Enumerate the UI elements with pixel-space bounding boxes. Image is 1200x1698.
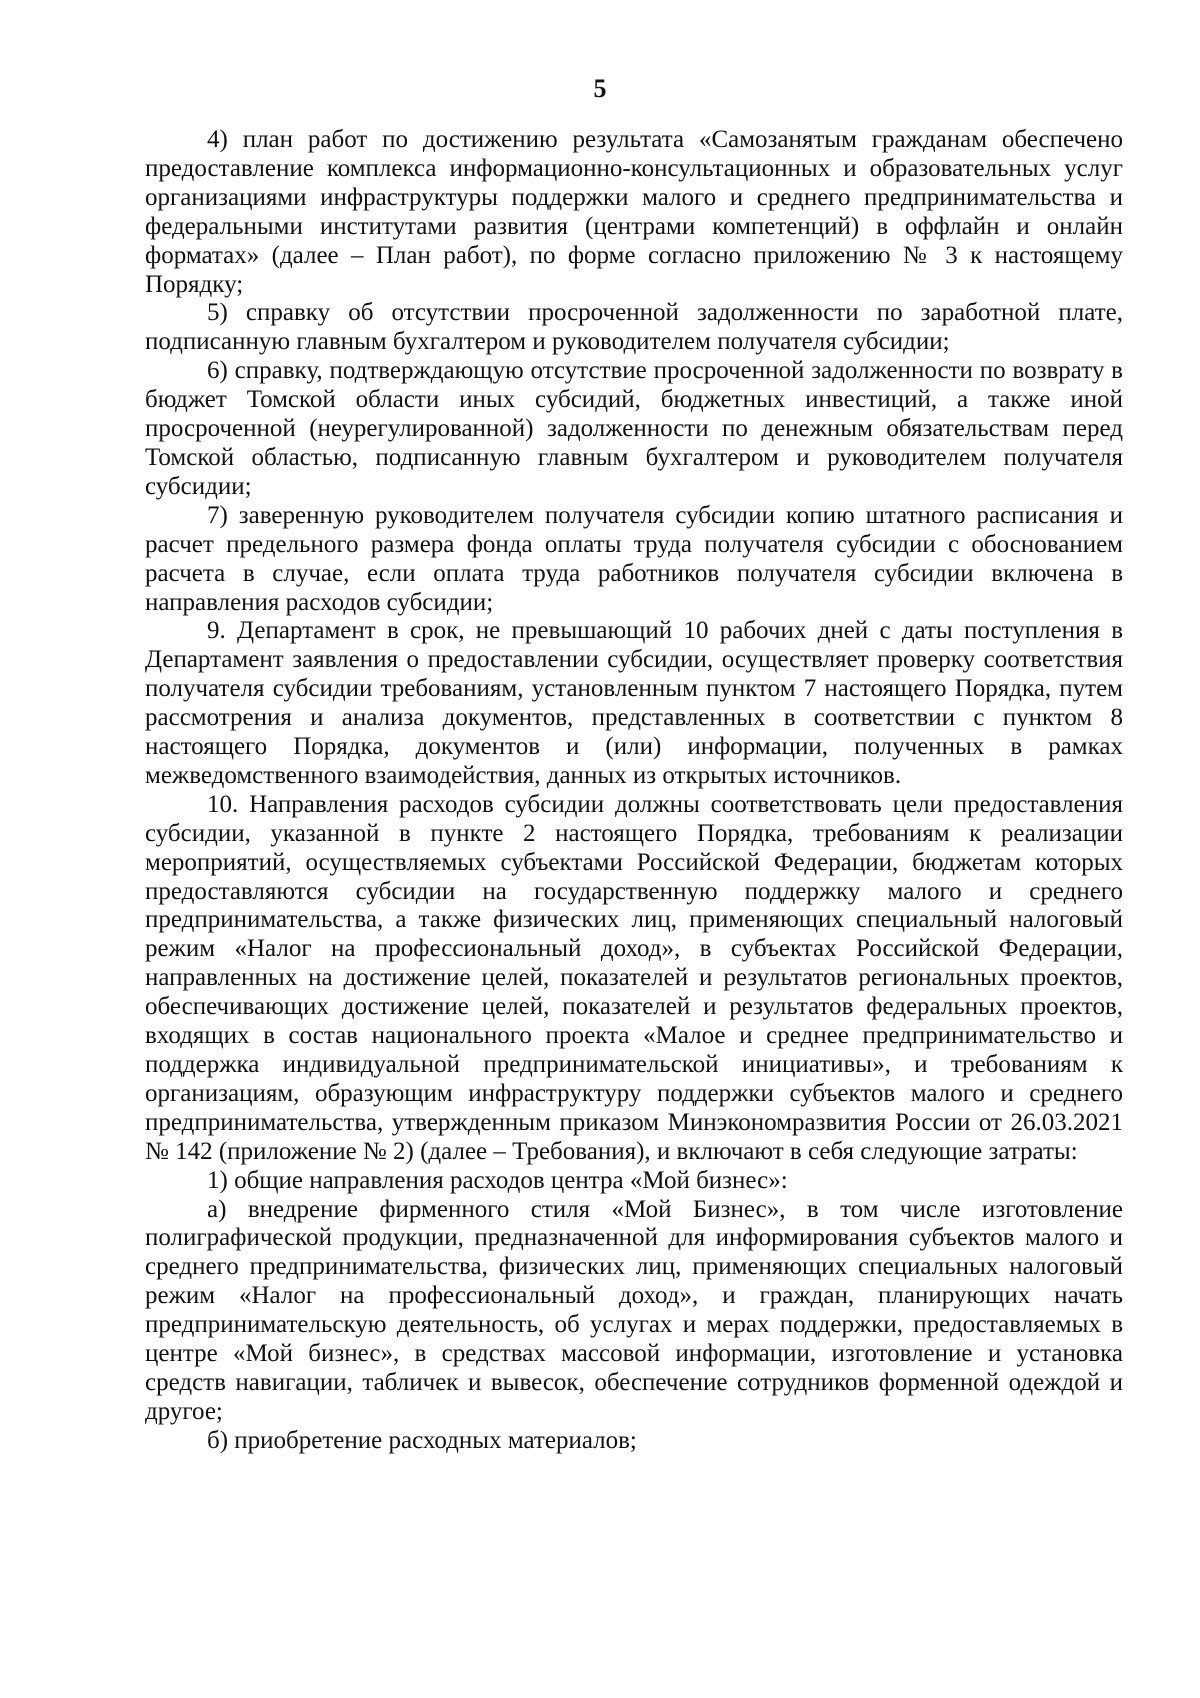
page-number: 5 [593, 74, 607, 103]
paragraph-subitem-a-corporate-style: а) внедрение фирменного стиля «Мой Бизнес», в том числе изготовление полиграфической продукции, предназначенной для информирования субъектов малого и среднего предпринимательства, физических лиц, применяющих специальных налоговый режим «Налог на профессиональный доход», и граждан, планирующих начать предпринимательскую деятельность, об услугах и мерах поддержки, предоставляемых в центре «Мой бизнес», в средствах массовой информации, изготовление и установка средств навигации, табличек и вывесок, обеспечение сотрудников форменной одеждой и другое; [145, 1195, 1123, 1425]
paragraph-clause-9: 9. Департамент в срок, не превышающий 10 рабочих дней с даты поступления в Департамент заявления о предоставлении субсидии, осуществляет проверку соответствия получателя субсидии требованиям, установленным пунктом 7 настоящего Порядка, путем рассмотрения и анализа документов, представленных в соответствии с пунктом 8 настоящего Порядка, документов и (или) информации, полученных в рамках межведомственного взаимодействия, данных из открытых источников. [145, 617, 1123, 789]
paragraph-item-6-budget-debt-certificate: 6) справку, подтверждающую отсутствие просроченной задолженности по возврату в бюджет Томской области иных субсидий, бюджетных инвестиций, а также иной просроченной (неурегулированной) задолженности по денежным обязательствам перед Томской областью, подписанную главным бухгалтером и руководителем получателя субсидии; [145, 357, 1123, 500]
paragraph-item-5-salary-debt-certificate: 5) справку об отсутствии просроченной задолженности по заработной плате, подписанную главным бухгалтером и руководителем получателя субсидии; [145, 299, 1123, 356]
paragraph-subitem-1-general-expenses: 1) общие направления расходов центра «Мой бизнес»: [207, 1166, 788, 1194]
paragraph-clause-10: 10. Направления расходов субсидии должны соответствовать цели предоставления субсидии, указанной в пункте 2 настоящего Порядка, требованиям к реализации мероприятий, осуществляемых субъектами Российской Федерации, бюджетам которых предоставляются субсидии на государственную поддержку малого и среднего предпринимательства, а также физических лиц, применяющих специальный налоговый режим «Налог на профессиональный доход», в субъектах Российской Федерации, направленных на достижение целей, показателей и результатов региональных проектов, обеспечивающих достижение целей, показателей и результатов федеральных проектов, входящих в состав национального проекта «Малое и среднее предпринимательство и поддержка индивидуальной предпринимательской инициативы», и требованиям к организациям, образующим инфраструктуру поддержки субъектов малого и среднего предпринимательства, утвержденным приказом Минэкономразвития России от 26.03.2021 № 142 (приложение № 2) (далее – Требования), и включают в себя следующие затраты: [145, 790, 1123, 1165]
paragraph-item-7-staff-schedule: 7) заверенную руководителем получателя субсидии копию штатного расписания и расчет предельного размера фонда оплаты труда получателя субсидии с обоснованием расчета в случае, если оплата труда работников получателя субсидии включена в направления расходов субсидии; [145, 501, 1123, 616]
document-body [145, 126, 1123, 1456]
paragraph-subitem-b-consumables: б) приобретение расходных материалов; [207, 1426, 637, 1454]
paragraph-item-4-work-plan: 4) план работ по достижению результата «Самозанятым гражданам обеспечено предоставление комплекса информационно-консультационных и образовательных услуг организациями инфраструктуры поддержки малого и среднего предпринимательства и федеральными институтами развития (центрами компетенций) в оффлайн и онлайн форматах» (далее – План работ), по форме согласно приложению № 3 к настоящему Порядку; [145, 126, 1123, 298]
